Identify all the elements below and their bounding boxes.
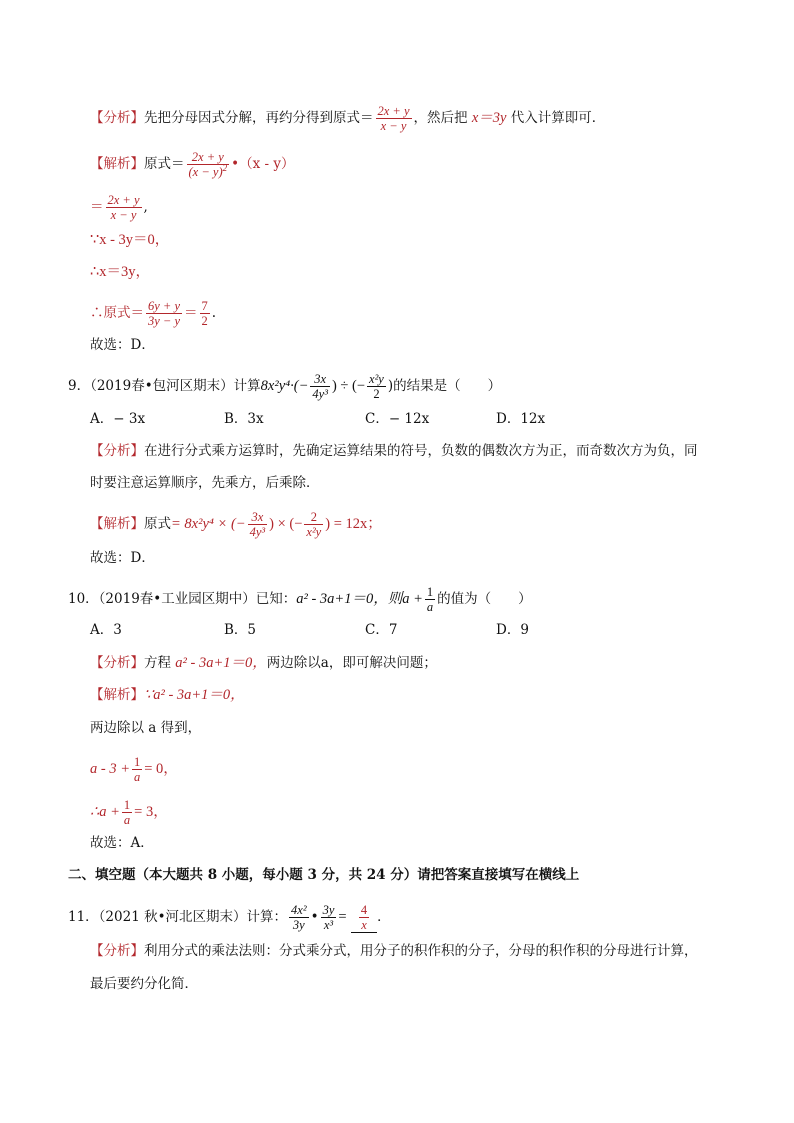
q10-stem-fraction: $\frac{1}{a}$ — [426, 585, 434, 614]
q9-stem-fraction1: $\frac{3x}{\text{4y³}}$ — [312, 372, 328, 401]
q8-step4-fraction2: $\frac{7}{2}$ — [201, 299, 208, 328]
q11-answer-fraction: $\frac{4}{x}$ — [360, 903, 368, 932]
q8-step1: ＝ $\frac{2x + y}{x - y}$ , — [90, 193, 148, 222]
analysis-tag: 【分析】 — [90, 943, 144, 959]
q10-step3: ∴a + $\frac{1}{a}$ = 3， — [90, 798, 168, 827]
q10-analysis: 【分析】方程 a² - 3a+1＝0，两边除以a，即可解决问题； — [90, 655, 437, 671]
q10-option-a: A．3 — [90, 622, 122, 638]
q10-stem: 10．（2019春•工业园区期中）已知：a² - 3a+1＝0，则a + $\frac{1}{a}$ 的值为（ ） — [68, 585, 532, 614]
q9-solution-fraction1: $\frac{3x}{\text{4y³}}$ — [249, 510, 266, 539]
q8-step4: ∴原式＝ $\frac{6y + y}{3y - y}$ ＝ $\frac{7}{2}$ . — [90, 299, 217, 328]
q9-stem-fraction2: $\frac{\text{x²y}}{2}$ — [369, 372, 384, 401]
q9-analysis-line2: 时要注意运算顺序，先乘方，后乘除． — [90, 475, 320, 491]
q8-solution-line: 【解析】原式＝ $\frac{2x + y}{(x - y)^2}$ •（x - y） — [90, 150, 295, 179]
solution-tag: 【解析】 — [90, 687, 144, 703]
q11-analysis-line1: 【分析】利用分式的乘法法则：分式乘分式，用分子的积作积的分子，分母的积作积的分母进行计算， — [90, 943, 698, 959]
q9-option-a: A．− 3x — [90, 411, 146, 427]
q11-answer-blank — [351, 903, 377, 933]
q9-answer: 故选：D． — [90, 550, 155, 566]
q10-step2: a - 3 + $\frac{1}{a}$ = 0， — [90, 755, 178, 784]
q10-step2-fraction: $\frac{1}{a}$ — [134, 755, 141, 784]
q8-step2: ∵x - 3y＝0， — [90, 232, 170, 248]
q8-analysis-line: 【分析】先把分母因式分解，再约分得到原式＝ $\frac{2x + y}{x - y}$ ，然后把 x＝3y 代入计算即可． — [90, 104, 606, 133]
q11-fraction1: $\frac{\text{4x²}}{3y}$ — [291, 903, 307, 932]
q8-substitution: x＝3y — [471, 110, 507, 126]
analysis-tag: 【分析】 — [90, 443, 144, 459]
q10-step1: 两边除以 a 得到， — [90, 720, 202, 736]
q8-step1-fraction: $\frac{2x + y}{x - y}$ — [107, 193, 140, 222]
analysis-tag: 【分析】 — [90, 110, 144, 126]
q10-step3-fraction: $\frac{1}{a}$ — [123, 798, 131, 827]
q9-option-c: C．− 12x — [365, 411, 430, 427]
q10-option-d: D．9 — [496, 622, 529, 638]
q11-analysis-line2: 最后要约分化简． — [90, 976, 198, 992]
q8-step3: ∴x＝3y， — [90, 264, 150, 280]
q8-step4-fraction1: $\frac{6y + y}{3y - y}$ — [148, 299, 181, 328]
q10-answer: 故选：A． — [90, 835, 154, 851]
q10-solution: 【解析】∵a² - 3a+1＝0， — [90, 687, 245, 703]
q9-solution-fraction2: $\frac{2}{\text{x²y}}$ — [306, 510, 322, 539]
q10-option-b: B．5 — [224, 622, 257, 638]
q9-stem: 9．（2019春•包河区期末）计算8x²y⁴·(− $\frac{3x}{\text{4y³}}$ ) ÷ (− $\frac{\text{x²y}}{2}$ )的结果是（ ） — [68, 372, 502, 401]
q11-fraction2: $\frac{3y}{\text{x³}}$ — [322, 903, 335, 932]
q8-analysis-fraction: $\frac{2x + y}{x - y}$ — [377, 104, 410, 133]
q9-option-b: B．3x — [224, 411, 264, 427]
q8-solution-fraction: $\frac{2x + y}{(x - y)^2}$ — [188, 150, 228, 179]
solution-tag: 【解析】 — [90, 156, 144, 172]
analysis-tag: 【分析】 — [90, 655, 144, 671]
q11-stem: 11．（2021 秋•河北区期末）计算： $\frac{\text{4x²}}{3y}$ • $\frac{3y}{\text{x³}}$ = $\frac{4}{x}$ ． — [68, 903, 391, 932]
solution-tag: 【解析】 — [90, 516, 144, 532]
q10-option-c: C．7 — [365, 622, 398, 638]
section-heading: 二、填空题（本大题共 8 小题，每小题 3 分，共 24 分）请把答案直接填写在横线上 — [68, 867, 580, 883]
q8-solution-mul: •（x - y） — [231, 156, 295, 172]
q9-option-d: D．12x — [496, 411, 546, 427]
q8-analysis-text: 先把分母因式分解，再约分得到原式＝ — [144, 110, 374, 126]
q9-analysis-line1: 【分析】在进行分式乘方运算时，先确定运算结果的符号，负数的偶数次方为正，而奇数次方为负，同 — [90, 443, 698, 459]
q9-solution: 【解析】原式= 8x²y⁴ × (− $\frac{3x}{\text{4y³}}$ ) × (− $\frac{2}{\text{x²y}}$ ) = 12x； — [90, 510, 382, 539]
q8-answer: 故选：D． — [90, 337, 155, 353]
